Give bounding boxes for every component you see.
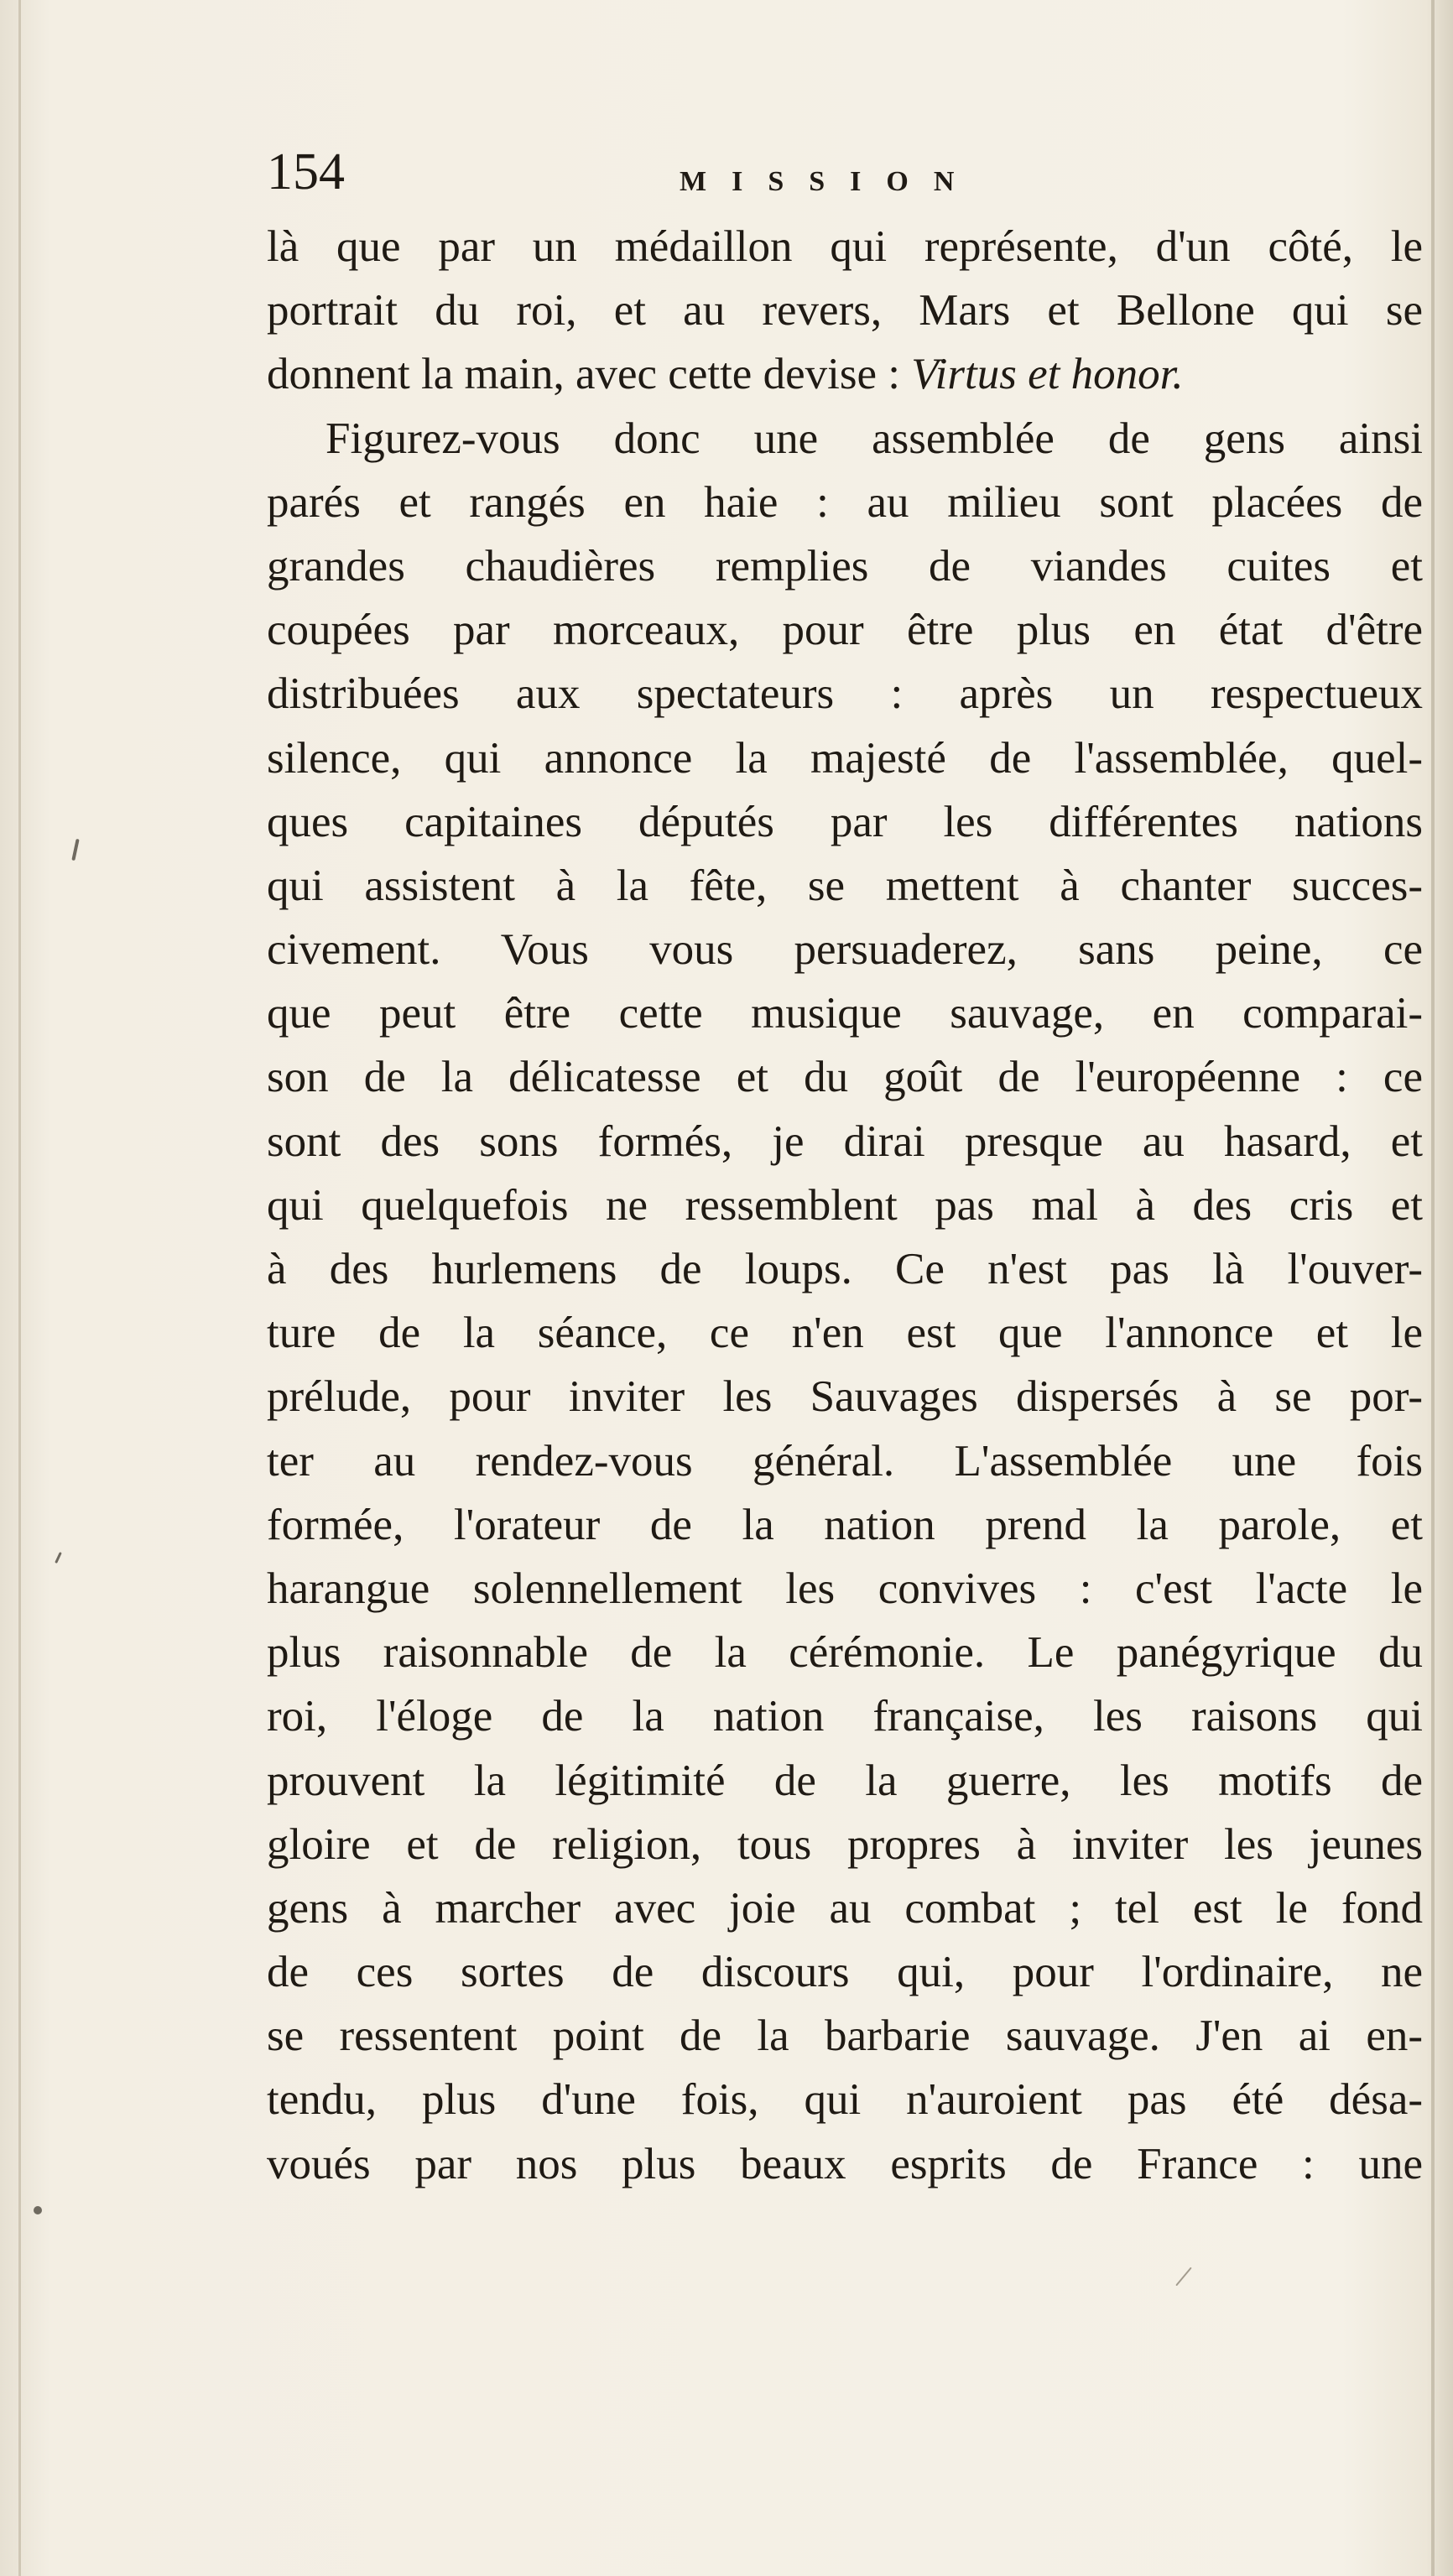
- text-line: là que par un médaillon qui représente, d'un côté, le: [267, 222, 1423, 271]
- text-line: sont des sons formés, je dirai presque au hasard, et: [267, 1116, 1423, 1166]
- text-line: ter au rendez-vous général. L'assemblée une fois: [267, 1436, 1423, 1486]
- text-line: portrait du roi, et au revers, Mars et Bellone qui se: [267, 286, 1423, 336]
- text-line: distribuées aux spectateurs : après un respectueux: [267, 669, 1423, 719]
- text-line: parés et rangés en haie : au milieu sont placées de: [267, 477, 1423, 527]
- text-line: gens à marcher avec joie au combat ; tel est le fond: [267, 1883, 1423, 1933]
- text-line: [267, 342, 1423, 406]
- motto: Virtus et honor.: [911, 350, 1184, 399]
- page-edge-shadow: [1431, 0, 1435, 2576]
- text-line: qui assistent à la fête, se mettent à chanter succes-: [267, 861, 1423, 910]
- text-line-start: donnent la main, avec cette devise :: [267, 350, 912, 399]
- ink-speck: [34, 2206, 42, 2214]
- page-gutter-shadow: [18, 0, 21, 2576]
- text-line: ture de la séance, ce n'en est que l'annonce et le: [267, 1309, 1423, 1358]
- text-line: gloire et de religion, tous propres à inviter les jeunes: [267, 1819, 1423, 1869]
- page-header: [0, 134, 1453, 210]
- text-line: de ces sortes de discours qui, pour l'ordinaire, ne: [267, 1948, 1423, 1997]
- text-line: son de la délicatesse et du goût de l'européenne : ce: [267, 1053, 1423, 1102]
- text-line: que peut être cette musique sauvage, en comparai-: [267, 989, 1423, 1038]
- ink-speck: [55, 1552, 62, 1564]
- text-line: à des hurlemens de loups. Ce n'est pas là l'ouver-: [267, 1245, 1423, 1293]
- text-line: prélude, pour inviter les Sauvages dispersés à se por-: [267, 1372, 1423, 1422]
- ink-speck: [71, 839, 79, 861]
- text-line: plus raisonnable de la cérémonie. Le panégyrique du: [267, 1628, 1423, 1678]
- text-line: harangue solennellement les convives : c'est l'acte le: [267, 1564, 1423, 1613]
- text-line: qui quelquefois ne ressemblent pas mal à des cris et: [267, 1180, 1423, 1230]
- running-head: MISSION: [680, 166, 980, 197]
- text-line: silence, qui annonce la majesté de l'assemblée, quel-: [267, 733, 1423, 783]
- text-line: se ressentent point de la barbarie sauvage. J'en ai en-: [267, 2011, 1423, 2061]
- text-line: formée, l'orateur de la nation prend la parole, et: [267, 1500, 1423, 1549]
- text-line: ques capitaines députés par les différentes nations: [267, 797, 1423, 846]
- text-line: coupées par morceaux, pour être plus en état d'être: [267, 606, 1423, 655]
- text-line: prouvent la légitimité de la guerre, les motifs de: [267, 1756, 1423, 1805]
- body-text: [267, 215, 1423, 2196]
- page-number: 154: [267, 143, 345, 200]
- text-line: roi, l'éloge de la nation française, les raisons qui: [267, 1692, 1423, 1741]
- text-line: civement. Vous vous persuaderez, sans peine, ce: [267, 925, 1423, 975]
- ink-speck: [1175, 2267, 1192, 2287]
- text-line: grandes chaudières remplies de viandes cuites et: [267, 541, 1423, 591]
- paragraph-start-line: Figurez-vous donc une assemblée de gens ainsi: [325, 414, 1423, 463]
- text-line: voués par nos plus beaux esprits de France : une: [267, 2139, 1423, 2188]
- text-line: tendu, plus d'une fois, qui n'auroient pas été désa-: [267, 2075, 1423, 2125]
